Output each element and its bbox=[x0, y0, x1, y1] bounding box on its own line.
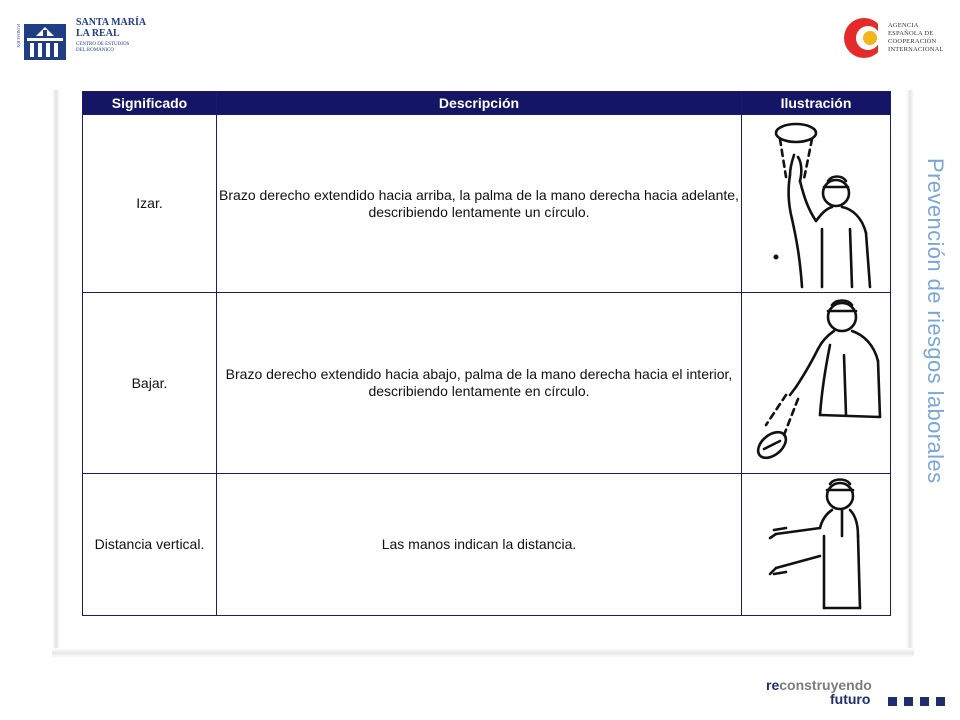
frame-right-edge bbox=[906, 90, 914, 650]
logo-name-line2: LA REAL bbox=[76, 28, 120, 39]
aecid-emblem-icon bbox=[842, 14, 886, 62]
col-header-descripcion: Descripción bbox=[217, 92, 742, 115]
hoist-signal-icon bbox=[746, 117, 886, 291]
aecid-line: COOPERACIÓN bbox=[888, 38, 937, 45]
col-header-ilustracion: Ilustración bbox=[742, 92, 891, 115]
table-header-row bbox=[83, 92, 891, 115]
aecid-logo bbox=[842, 14, 952, 64]
frame-left-edge bbox=[52, 90, 60, 650]
brand-square-icon bbox=[920, 697, 929, 706]
aecid-text bbox=[888, 22, 944, 54]
aecid-line: ESPAÑOLA DE bbox=[888, 30, 934, 37]
brand-square-icon bbox=[936, 697, 945, 706]
vertical-distance-signal-icon bbox=[746, 476, 886, 614]
reconstruyendo-futuro-brand bbox=[766, 678, 956, 710]
ilustracion-cell bbox=[742, 293, 891, 474]
brand-line2: futuro bbox=[830, 691, 871, 707]
descripcion-cell: Brazo derecho extendido hacia arriba, la palma de la mano derecha hacia adelante, describiendo lentamente un círculo. bbox=[217, 115, 742, 293]
monastery-emblem-icon bbox=[14, 16, 70, 62]
col-header-significado: Significado bbox=[83, 92, 217, 115]
table-row bbox=[83, 115, 891, 293]
significado-cell: Bajar. bbox=[83, 293, 217, 474]
brand-square-icon bbox=[888, 697, 897, 706]
brand-line1 bbox=[766, 678, 872, 692]
descripcion-cell: Las manos indican la distancia. bbox=[217, 474, 742, 616]
brand-rest: construyendo bbox=[779, 677, 872, 693]
significado-cell: Izar. bbox=[83, 115, 217, 293]
table-row bbox=[83, 293, 891, 474]
logo-name-line3: CENTRO DE ESTUDIOS DEL ROMÁNICO bbox=[76, 42, 130, 53]
santa-maria-la-real-logo bbox=[14, 16, 147, 62]
side-title-container bbox=[918, 158, 950, 538]
side-title: Prevención de riesgos laborales bbox=[923, 158, 948, 484]
brand-re: re bbox=[766, 677, 780, 693]
signals-table bbox=[82, 91, 891, 616]
logo-name-line1: SANTA MARÍA bbox=[76, 17, 147, 28]
aecid-line: INTERNACIONAL bbox=[888, 46, 944, 53]
aecid-line: AGENCIA bbox=[888, 22, 919, 29]
ilustracion-cell bbox=[742, 474, 891, 616]
logo-vertical-text: FUNDACIÓN bbox=[16, 24, 21, 48]
lower-signal-icon bbox=[746, 295, 886, 471]
table-row bbox=[83, 474, 891, 616]
ilustracion-cell bbox=[742, 115, 891, 293]
significado-cell: Distancia vertical. bbox=[83, 474, 217, 616]
brand-square-icon bbox=[904, 697, 913, 706]
frame-bottom-edge bbox=[52, 648, 914, 658]
descripcion-cell: Brazo derecho extendido hacia abajo, palma de la mano derecha hacia el interior, describiendo lentamente en círculo. bbox=[217, 293, 742, 474]
